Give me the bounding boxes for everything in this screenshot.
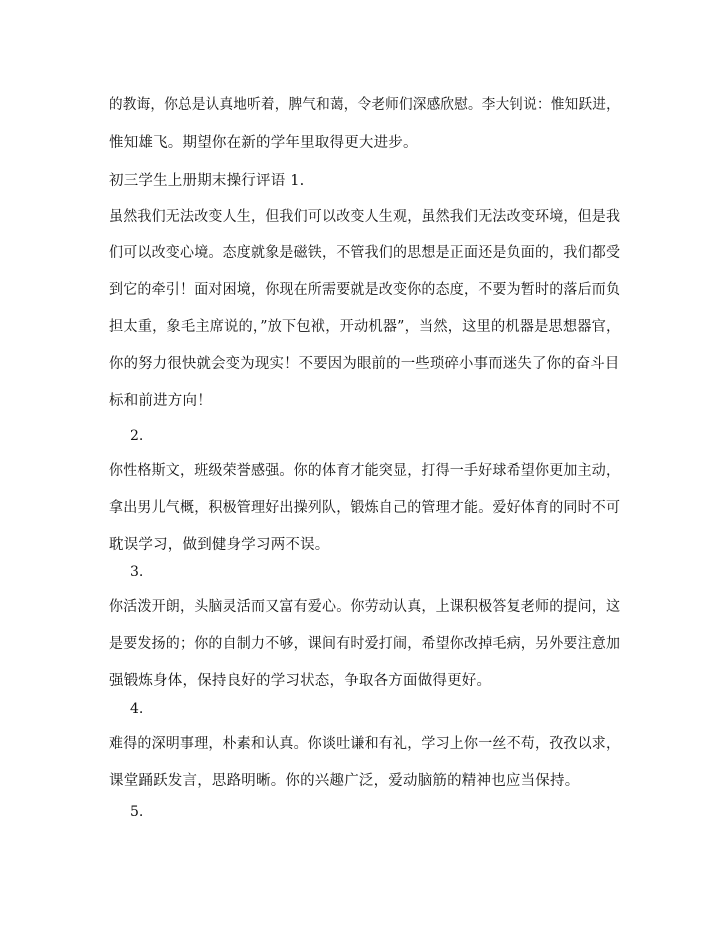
item-number: 5. — [130, 804, 144, 820]
item-number: 3. — [130, 564, 144, 580]
paragraph-line: 们可以改变心境。态度就象是磁铁，不管我们的思想是正面还是负面的，我们都受 — [109, 245, 621, 261]
paragraph-line: 担太重，象毛主席说的，”放下包袱，开动机器”，当然，这里的机器是思想器官， — [109, 319, 621, 335]
paragraph-line: 标和前进方向！ — [109, 393, 212, 409]
paragraph-line: 虽然我们无法改变人生，但我们可以改变人生观，虽然我们无法改变环境，但是我 — [109, 209, 621, 225]
section-heading: 初三学生上册期末操行评语 1. — [109, 173, 305, 189]
paragraph-line: 是要发扬的；你的自制力不够，课间有时爱打闹，希望你改掉毛病，另外要注意加 — [109, 636, 621, 652]
paragraph-line: 耽误学习，做到健身学习两不误。 — [109, 537, 330, 553]
paragraph-line: 你性格斯文，班级荣誉感强。你的体育才能突显，打得一手好球希望你更加主动， — [109, 463, 621, 479]
item-number: 4. — [130, 701, 144, 717]
paragraph-line: 你的努力很快就会变为现实！不要因为眼前的一些琐碎小事而迷失了你的奋斗目 — [109, 356, 620, 372]
paragraph-line: 你活泼开朗，头脑灵活而又富有爱心。你劳动认真，上课积极答复老师的提问，这 — [109, 599, 621, 615]
paragraph-line: 强锻炼身体，保持良好的学习状态，争取各方面做得更好。 — [109, 673, 492, 689]
paragraph-line: 的教诲，你总是认真地听着，脾气和蔼，令老师们深感欣慰。李大钊说：惟知跃进， — [109, 97, 620, 113]
paragraph-line: 惟知雄飞。期望你在新的学年里取得更大进步。 — [109, 135, 418, 151]
paragraph-line: 难得的深明事理，朴素和认真。你谈吐谦和有礼，学习上你一丝不苟，孜孜以求， — [109, 736, 621, 752]
paragraph-line: 到它的牵引！面对困境，你现在所需要就是改变你的态度，不要为暂时的落后而负 — [109, 282, 621, 298]
paragraph-line: 课堂踊跃发言，思路明晰。你的兴趣广泛，爱动脑筋的精神也应当保持。 — [109, 773, 580, 789]
paragraph-line: 拿出男儿气概，积极管理好出操列队，锻炼自己的管理才能。爱好体育的同时不可 — [109, 500, 621, 516]
item-number: 2. — [130, 428, 144, 444]
